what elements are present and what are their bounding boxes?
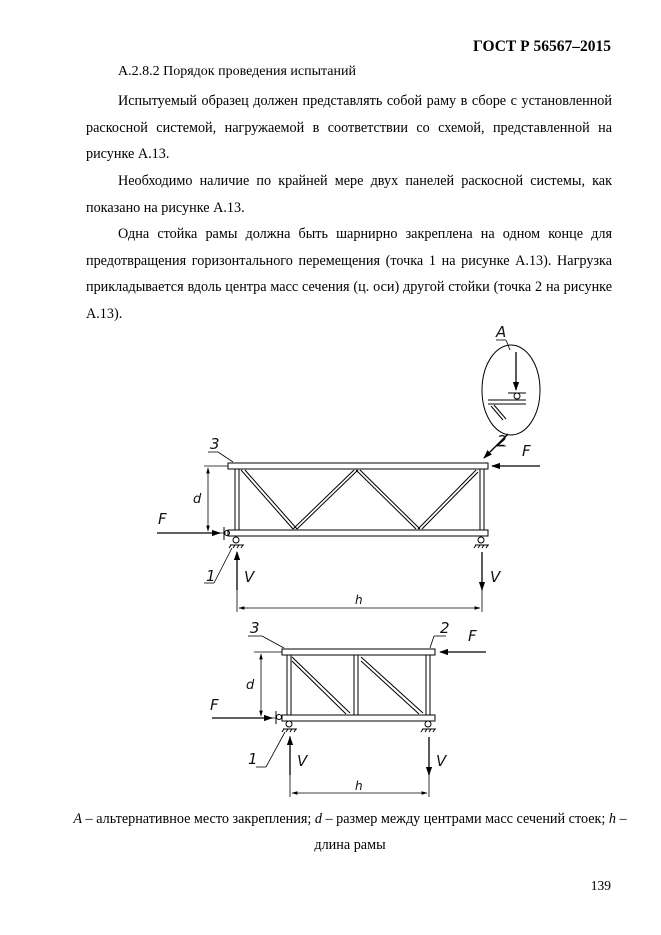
label-depth: d — [246, 678, 255, 693]
top-chord — [228, 463, 488, 469]
label-reaction: V — [297, 752, 308, 770]
label-alt: A — [496, 323, 507, 341]
label-reaction: V — [490, 568, 501, 586]
dimension-d — [204, 466, 228, 533]
pin-left — [276, 711, 282, 724]
bottom-chord — [228, 530, 488, 536]
label-length: h — [355, 779, 363, 793]
section-heading: А.2.8.2 Порядок проведения испытаний — [118, 64, 356, 79]
vertical-posts — [287, 655, 430, 715]
label-three: 3 — [210, 435, 220, 453]
top-chord — [282, 649, 435, 655]
page-number: 139 — [590, 878, 611, 893]
detail-a-callout — [482, 340, 540, 458]
figure-caption — [60, 806, 640, 858]
label-force: F — [522, 442, 531, 460]
paragraph-1: Испытуемый образец должен представлять собой раму в сборе с установленной раскосной системой, нагружаемой в соответствии со схемой, представленной на рисунке А.13. — [86, 93, 612, 162]
label-reaction: V — [244, 568, 255, 586]
dimension-d — [254, 652, 282, 718]
caption-d-symbol: d — [314, 811, 322, 827]
caption-d-text: – размер между центрами масс сечений стоек; — [321, 811, 609, 827]
label-reaction: V — [436, 752, 447, 770]
caption-a-text: – альтернативное место закрепления; — [82, 811, 315, 827]
document-code: ГОСТ Р 56567–2015 — [473, 38, 611, 55]
bottom-chord — [282, 715, 435, 721]
label-depth: d — [193, 492, 202, 507]
label-three: 3 — [250, 619, 260, 637]
diagonal-braces — [241, 470, 478, 529]
label-one: 1 — [206, 567, 216, 585]
label-force: F — [158, 510, 167, 528]
label-two: 2 — [440, 619, 450, 637]
support-left — [282, 721, 297, 732]
label-one: 1 — [248, 750, 258, 768]
support-right — [474, 537, 489, 548]
caption-h-symbol: h — [608, 811, 617, 827]
paragraph-3: Одна стойка рамы должна быть шарнирно закреплена на одном конце для предотвращения горизонтального перемещения (точка 1 на рисунке А.13). Нагрузка прикладывается вдоль центра масс сечения (ц. оси) другой стойки (точка 2 на рисунке А.13). — [86, 226, 612, 322]
label-two: 2 — [497, 432, 507, 450]
label-force: F — [210, 696, 219, 714]
support-left — [229, 537, 244, 548]
paragraph-2: Необходимо наличие по крайней мере двух панелей раскосной системы, как показано на рисунке А.13. — [86, 173, 612, 216]
caption-h-text: – длина рамы — [314, 811, 627, 853]
frame-small — [212, 636, 486, 797]
caption-a-symbol: А — [73, 811, 82, 827]
label-force: F — [468, 627, 477, 645]
label-length: h — [355, 593, 363, 607]
figure-labels — [158, 323, 531, 793]
support-right — [421, 721, 436, 732]
leader-lines — [248, 636, 446, 767]
